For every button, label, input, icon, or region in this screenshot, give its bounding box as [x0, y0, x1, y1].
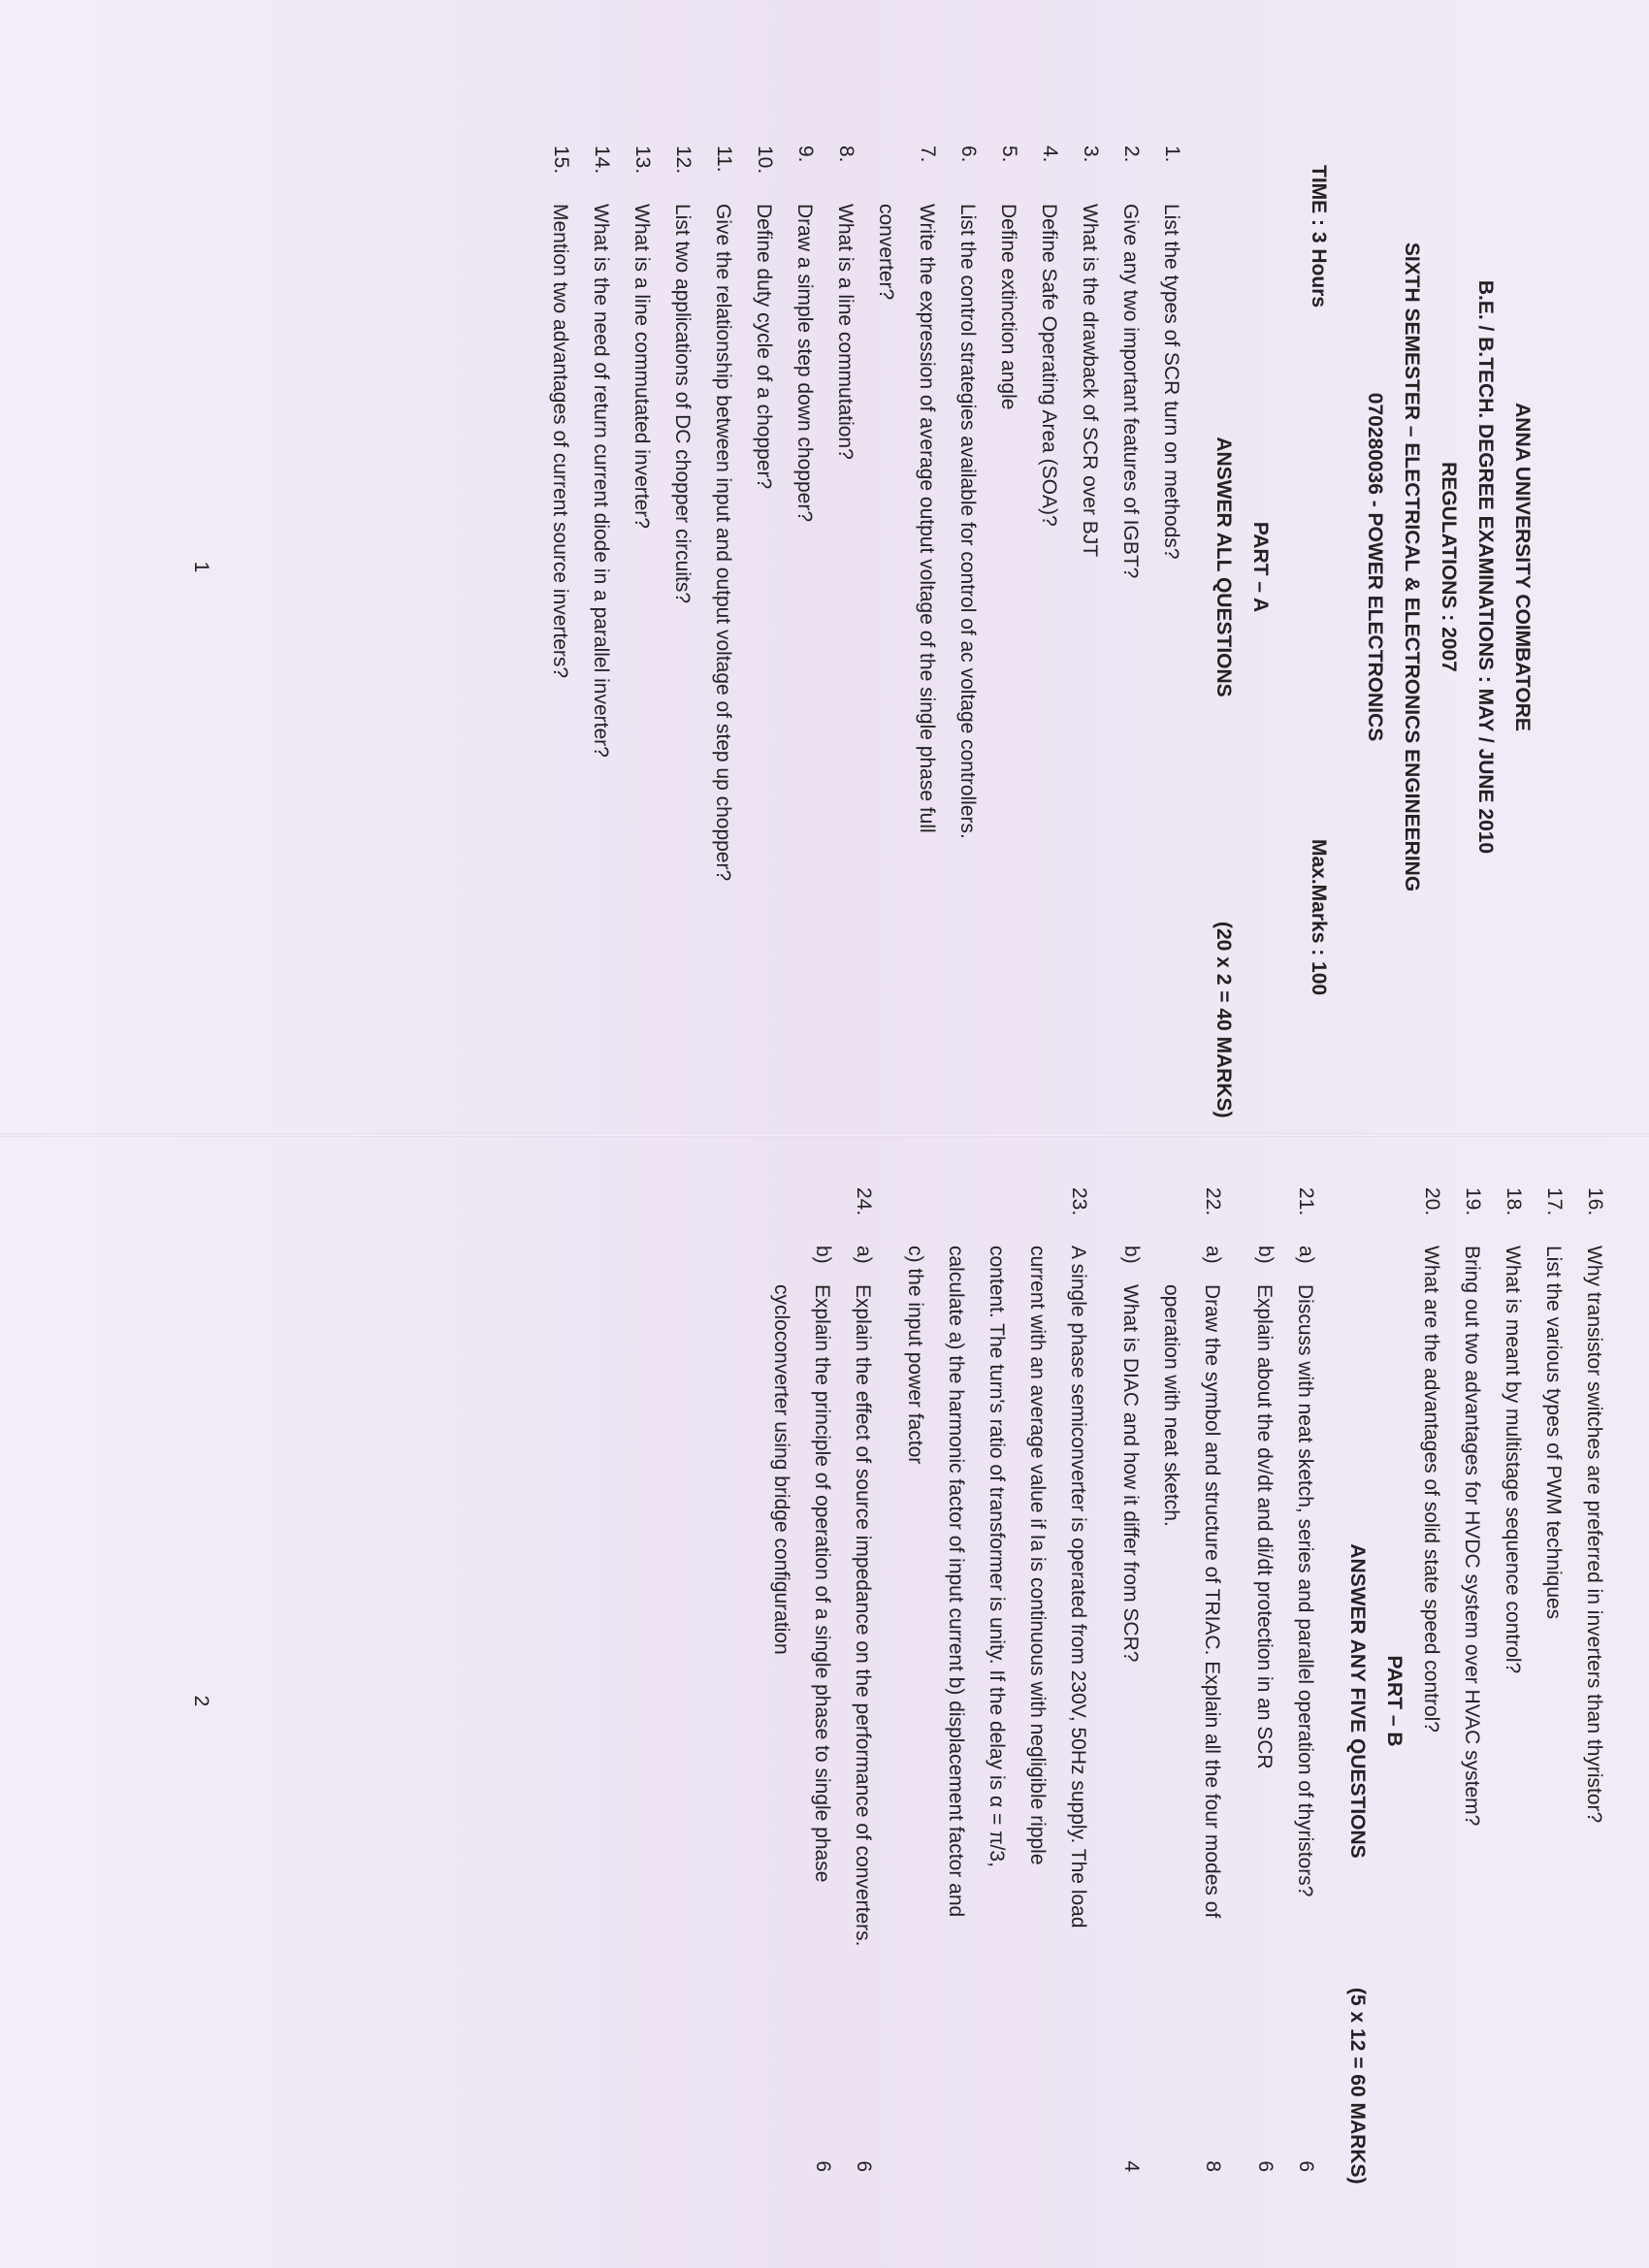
- regulations: REGULATIONS : 2007: [1438, 462, 1460, 672]
- question-text: Explain the effect of source impedance on the performance of converters.: [852, 1284, 874, 1947]
- sub-part-label: a): [853, 1246, 875, 1264]
- semester-line: SIXTH SEMESTER – ELECTRICAL & ELECTRONICS ENGINEERING: [1401, 242, 1423, 892]
- sub-part-label: b): [1120, 1246, 1143, 1264]
- question-text: Write the expression of average output voltage of the single phase full: [916, 204, 938, 833]
- question-number: 4.: [1039, 146, 1061, 163]
- question-text: List the control strategies available for control of ac voltage controllers.: [956, 204, 979, 839]
- question-text: Draw a simple step down chopper?: [793, 204, 816, 523]
- max-marks: Max.Marks : 100: [1308, 839, 1330, 996]
- part-b-title: PART – B: [1383, 1655, 1406, 1747]
- question-number: 17.: [1543, 1187, 1566, 1216]
- question-text: converter?: [875, 204, 897, 301]
- question-number: 10.: [754, 146, 776, 175]
- part-b-instruction: ANSWER ANY FIVE QUESTIONS: [1346, 1543, 1369, 1859]
- question-text: What is a line commutation?: [834, 204, 857, 460]
- part-a-title: PART – A: [1249, 521, 1272, 613]
- page-number-left: 1: [190, 561, 212, 573]
- question-text: Bring out two advantages for HVDC system over HVAC system?: [1461, 1246, 1483, 1827]
- marks-value: 6: [1254, 2160, 1277, 2172]
- marks-value: 6: [1295, 2160, 1317, 2172]
- question-number: 11.: [713, 146, 735, 173]
- sub-part-label: a): [1202, 1246, 1224, 1264]
- question-number: 2.: [1120, 146, 1143, 163]
- question-text: What is the need of return current diode in a parallel inverter?: [590, 204, 612, 758]
- sub-part-label: b): [1254, 1246, 1277, 1264]
- question-number: 20.: [1421, 1187, 1443, 1216]
- marks-value: 6: [853, 2160, 875, 2172]
- question-text: Explain about the dv/dt and di/dt protection in an SCR: [1253, 1284, 1276, 1769]
- question-number: 24.: [853, 1187, 875, 1216]
- question-text: c) the input power factor: [904, 1246, 926, 1465]
- question-text: current with an average value if Ia is continuous with negligible ripple: [1026, 1246, 1049, 1865]
- question-text: Mention two advantages of current source inverters?: [549, 204, 571, 679]
- marks-value: 6: [812, 2160, 834, 2172]
- question-number: 6.: [957, 146, 980, 163]
- question-number: 15.: [550, 146, 572, 175]
- question-number: 8.: [835, 146, 857, 163]
- question-text: Define duty cycle of a chopper?: [753, 204, 775, 490]
- exam-title: B.E. / B.TECH. DEGREE EXAMINATIONS : MAY / JUNE 2010: [1474, 279, 1497, 855]
- question-number: 1.: [1161, 146, 1183, 163]
- question-number: 16.: [1584, 1187, 1606, 1216]
- question-text: Give any two important features of IGBT?: [1119, 204, 1142, 579]
- question-number: 12.: [672, 146, 695, 175]
- question-number: 22.: [1202, 1187, 1224, 1216]
- sub-part-label: a): [1295, 1246, 1317, 1264]
- question-text: content. The turn's ratio of transformer is unity. If the delay is α = π/3,: [986, 1246, 1008, 1867]
- question-text: Draw the symbol and structure of TRIAC. Explain all the four modes of: [1201, 1284, 1223, 1919]
- part-b-marks: (5 x 12 = 60 MARKS): [1346, 1988, 1369, 2185]
- subject-line: 070280036 - POWER ELECTRONICS: [1364, 392, 1386, 742]
- marks-value: 8: [1202, 2160, 1224, 2172]
- question-text: List two applications of DC chopper circuits?: [671, 204, 694, 604]
- question-number: 7.: [917, 146, 939, 163]
- question-text: Why transistor switches are preferred in inverters than thyristor?: [1583, 1246, 1605, 1824]
- question-text: What is the drawback of SCR over BJT: [1079, 204, 1101, 558]
- question-number: 18.: [1503, 1187, 1525, 1216]
- question-text: What are the advantages of solid state speed control?: [1420, 1246, 1442, 1733]
- question-number: 19.: [1462, 1187, 1484, 1216]
- question-number: 23.: [1068, 1187, 1090, 1216]
- university-name: ANNA UNIVERSITY COIMBATORE: [1511, 403, 1534, 731]
- question-number: 13.: [631, 146, 654, 175]
- question-text: Define extinction angle: [997, 204, 1019, 410]
- sub-part-label: b): [812, 1246, 834, 1264]
- question-number: 9.: [794, 146, 817, 163]
- marks-value: 4: [1120, 2160, 1143, 2172]
- question-text: A single phase semiconverter is operated from 230V, 50Hz supply. The load: [1067, 1246, 1089, 1928]
- time-allowed: TIME : 3 Hours: [1308, 165, 1330, 308]
- question-text: List the various types of PWM techniques: [1542, 1246, 1565, 1620]
- question-text: Define Safe Operating Area (SOA)?: [1038, 204, 1060, 527]
- page-number-right: 2: [190, 1695, 212, 1707]
- part-a-marks: (20 x 2 = 40 MARKS): [1212, 922, 1235, 1118]
- page-2: [0, 1134, 1649, 2268]
- question-number: 3.: [1080, 146, 1102, 163]
- question-text: List the types of SCR turn on methods?: [1160, 204, 1182, 560]
- part-a-instruction: ANSWER ALL QUESTIONS: [1212, 437, 1235, 697]
- question-number: 21.: [1295, 1187, 1317, 1216]
- question-text: cycloconverter using bridge configuration: [770, 1284, 792, 1655]
- question-number: 14.: [591, 146, 613, 175]
- question-text: Discuss with neat sketch, series and parallel operation of thyristors?: [1294, 1284, 1316, 1897]
- question-text: What is DIAC and how it differ from SCR?: [1119, 1284, 1142, 1663]
- question-text: calculate a) the harmonic factor of input current b) displacement factor and: [945, 1246, 967, 1918]
- question-text: operation with neat sketch.: [1160, 1284, 1182, 1527]
- question-text: Explain the principle of operation of a single phase to single phase: [811, 1284, 833, 1883]
- question-text: What is a line commutated inverter?: [630, 204, 653, 529]
- question-number: 5.: [998, 146, 1020, 163]
- question-text: What is meant by multistage sequence control?: [1502, 1246, 1524, 1674]
- question-text: Give the relationship between input and output voltage of step up chopper?: [712, 204, 734, 882]
